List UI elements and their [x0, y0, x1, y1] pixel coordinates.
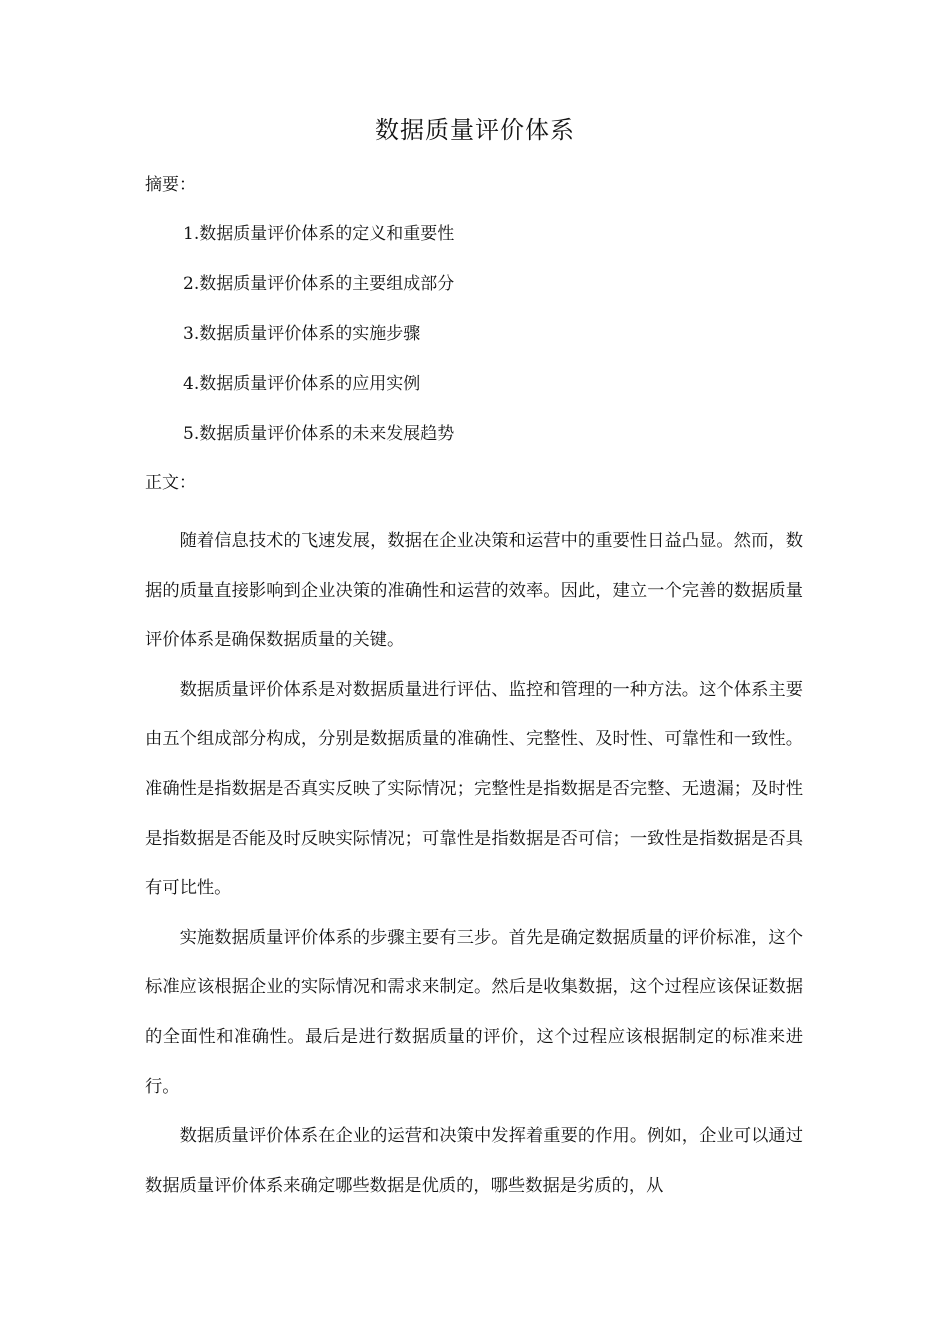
- outline-item: 3.数据质量评价体系的实施步骤: [183, 324, 421, 344]
- outline-item: 5.数据质量评价体系的未来发展趋势: [183, 424, 455, 444]
- body-paragraph: 随着信息技术的飞速发展，数据在企业决策和运营中的重要性日益凸显。然而，数据的质量直接影响到企业决策的准确性和运营的效率。因此，建立一个完善的数据质量评价体系是确保数据质量的关键。: [145, 531, 803, 651]
- abstract-label: 摘要：: [145, 175, 196, 195]
- document-title: 数据质量评价体系: [375, 116, 575, 144]
- outline-item: 2.数据质量评价体系的主要组成部分: [183, 274, 455, 294]
- abstract-outline: [183, 219, 454, 469]
- body-paragraph: 实施数据质量评价体系的步骤主要有三步。首先是确定数据质量的评价标准，这个标准应该根据企业的实际情况和需求来制定。然后是收集数据，这个过程应该保证数据的全面性和准确性。最后是进行数据质量的评价，这个过程应该根据制定的标准来进行。: [145, 927, 803, 1097]
- body-paragraph: 数据质量评价体系是对数据质量进行评估、监控和管理的一种方法。这个体系主要由五个组成部分构成，分别是数据质量的准确性、完整性、及时性、可靠性和一致性。准确性是指数据是否真实反映了实际情况；完整性是指数据是否完整、无遗漏；及时性是指数据是否能及时反映实际情况；可靠性是指数据是否可信；一致性是指数据是否具有可比性。: [145, 679, 803, 899]
- body-paragraph: 数据质量评价体系在企业的运营和决策中发挥着重要的作用。例如，企业可以通过数据质量评价体系来确定哪些数据是优质的，哪些数据是劣质的，从: [145, 1126, 803, 1196]
- outline-item: 4.数据质量评价体系的应用实例: [183, 374, 421, 394]
- outline-item: 1.数据质量评价体系的定义和重要性: [183, 224, 455, 244]
- body-text: [145, 517, 803, 1211]
- body-label: 正文：: [145, 473, 196, 493]
